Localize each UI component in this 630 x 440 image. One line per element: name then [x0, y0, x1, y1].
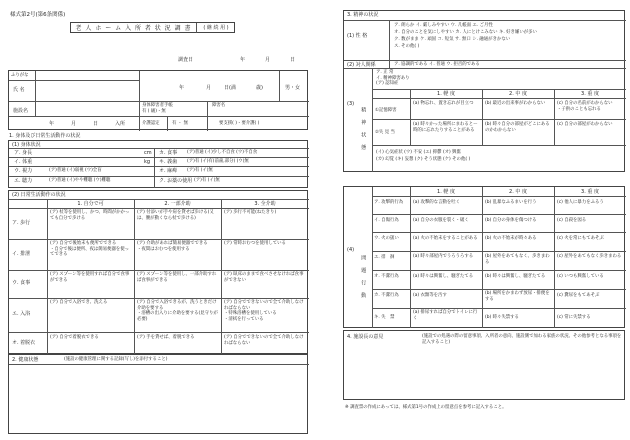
behavior-cell[interactable]: (c) 自殺を図る — [557, 218, 587, 223]
support-level[interactable]: 要支援( )・要介護( ) — [219, 121, 260, 126]
behavior-col-mild: 1. 軽 度 — [437, 189, 455, 195]
adl-row-label: イ. 排泄 — [12, 251, 31, 257]
teeth-label: キ. 義歯 — [159, 159, 178, 165]
right-page — [315, 0, 630, 440]
personality-label: (1) 性 格 — [347, 33, 368, 39]
behavior-cell[interactable]: (a) 衣類等を汚す — [413, 293, 447, 298]
behavior-cell[interactable]: (a) 火の不始末をすることがある — [413, 236, 478, 241]
adl-row-dressing — [9, 332, 309, 354]
sec3-title: 3. 精神の状況 — [347, 12, 379, 18]
behavior-row-label: オ. 不潔行為 — [374, 274, 399, 279]
behavior-side-label: 問 題 行 動 — [360, 255, 367, 301]
disability-name-label: 障害名 — [212, 103, 226, 108]
adl-cell[interactable]: (ア) スプーン等を使用し、一部介助すれば食事ができる — [137, 272, 217, 283]
title-box — [70, 22, 235, 33]
adl-cell[interactable]: (ア) 介助があれば簡易便器でできる ・夜間はおむつを使用する — [137, 241, 208, 252]
birth-day: 日(満 — [224, 85, 236, 91]
adl-cell[interactable]: (ア) 自分でできないので全て介助しなければならない ・特殊浴槽を使用している ・清拭を行っている — [224, 300, 304, 322]
birth-month: 月 — [206, 85, 212, 91]
basic-info — [8, 70, 308, 130]
behavior-row-label: カ. 不潔行為 — [374, 293, 399, 298]
adl-cell[interactable]: (ア) 杖等を使用し、かつ、時間がかかっても自分で歩ける — [50, 210, 130, 221]
behavior-row-label: エ. 徘 徊 — [374, 255, 395, 260]
mental-section — [343, 10, 625, 172]
adl-row-label: ア. 歩行 — [12, 220, 31, 226]
survey-date-label: 調査日 — [178, 57, 194, 63]
dementia-cell[interactable]: (b) 最近の出来事がわからない — [485, 101, 546, 106]
behavior-cell[interactable]: (b) 時々は興奮し、騒ぎたてる — [485, 274, 546, 279]
adl-row-walk — [9, 208, 309, 239]
adl-title: (2) 日常生活動作の状況 — [12, 192, 66, 198]
adl-cell[interactable]: (ア) 自分で着脱衣できる — [50, 335, 99, 340]
behavior-row-label: ウ. 火の扱い — [374, 236, 399, 241]
survey-day: 日 — [290, 57, 296, 63]
furigana-label: ふりがな — [11, 73, 29, 78]
admission-month: 月 — [71, 121, 77, 127]
adl-cell[interactable]: (ア) 自分で入浴でき、洗える — [50, 300, 108, 305]
care-cert-value[interactable]: 有 ・ 無 — [172, 121, 188, 126]
height-label: ア. 身長 — [14, 150, 33, 156]
mental-label: (3) — [347, 101, 355, 107]
behavior-cell[interactable]: (b) 時々失禁する — [485, 315, 519, 320]
behavior-cell[interactable]: (b) 屋外をあてもなく、歩きまわる — [485, 254, 550, 265]
behavior-row-label: イ. 自傷行為 — [374, 218, 399, 223]
body-status — [8, 140, 308, 188]
adl-cell[interactable]: (ア) 手を貸せば、着脱できる — [137, 335, 195, 340]
dementia-col-severe: 3. 重 度 — [581, 91, 599, 97]
height-unit: cm — [144, 150, 152, 156]
sec2-title: 2. 健康状態 — [12, 357, 39, 363]
dementia-cell[interactable]: (c) 自分の部屋がわからない — [557, 122, 613, 127]
behavior-cell[interactable]: (a) 自分の衣服を裂く・破く — [413, 218, 469, 223]
sex-field[interactable]: 男・女 — [285, 85, 301, 91]
adl-matrix — [8, 190, 308, 354]
sec4-title: 4. 施設長の意見 — [347, 334, 384, 340]
care-cert-label: 介護認定 — [142, 121, 160, 126]
medicine-options[interactable]: (ア)有 (イ)無 — [194, 178, 220, 183]
survey-year: 年 — [240, 57, 246, 63]
dementia-row-label: ①記憶障害 — [375, 108, 397, 113]
director-opinion — [343, 330, 625, 400]
behavior-row-label: キ. 失 禁 — [374, 315, 395, 320]
survey-month: 月 — [265, 57, 271, 63]
behavior-cell[interactable]: (c) 屋外をあてもなく歩きまわる — [557, 254, 622, 259]
adl-cell[interactable]: (ア) 常時おむつを使用している — [224, 241, 286, 246]
adl-cell[interactable]: (ア) 歩行不可能(ねたきり) — [224, 210, 277, 215]
adl-cell[interactable]: (ア) スプーン等を使用すれば自分で食事ができる — [50, 272, 130, 283]
personality-options[interactable]: ア. 朗らか イ. 厳しみやすい ウ. 几帳面 エ. ご月性 オ. 自分のことを気にしやすい カ. 人にとけこみない キ. 好き嫌いが多い ク. 数がまま ケ. 頑固 コ. 短気 サ. 無口 シ. 融通がきかない ス. その他( ) — [394, 23, 537, 50]
behavior-cell[interactable]: (b) 自分の身体を傷つける — [485, 218, 537, 223]
behavior-col-severe: 3. 重 度 — [581, 189, 599, 195]
sec4-note: (施設での処遇の際の留意事項、入所者の意向、施設側で加わる家族の状況、その他参考となる事項を記入すること) — [422, 334, 622, 345]
behavior-cell[interactable]: (a) 攻撃的な言動を吐く — [413, 200, 461, 205]
admission-year: 年 — [49, 121, 55, 127]
relations-label: (2) 対人関係 — [347, 62, 376, 68]
behavior-cell[interactable]: (c) 他人に暴力をふるう — [557, 200, 604, 205]
behavior-col-mid: 2. 中 度 — [509, 189, 527, 195]
form-number: 様式第2号(第6条関係) — [10, 12, 66, 18]
relations-options[interactable]: ア. 協調的である イ. 普通 ウ. 拒否的である — [394, 62, 480, 67]
adl-header-partial: 2. 一部介助 — [164, 201, 191, 207]
medicine-label: ク. お薬の使用 — [159, 178, 193, 184]
footnote: ※ 調査票の作成にあっては、様式第1号の作成上の留意点を参考に記入すること。 — [345, 405, 507, 410]
adl-cell[interactable]: (ア) 臥床のままで食べさせなければ食事ができない — [224, 272, 304, 283]
other-symptoms[interactable]: (イ) 心気症状 (ウ) 不安 (エ) 抑鬱 (オ) 興奮 (カ) 幻覚 (キ) 妄想 (ク) そう状態 (ケ) その他( ) — [376, 150, 471, 163]
adl-header-self: 1. 自分で可 — [77, 201, 104, 207]
behavior-cell[interactable]: (b) 乱暴なふるまいを行う — [485, 200, 537, 205]
birth-year: 年 — [179, 85, 185, 91]
behavior-cell[interactable]: (c) 常に失禁する — [557, 315, 591, 320]
facility-label: 施設名 — [13, 108, 29, 114]
behavior-cell[interactable]: (c) いつも興奮している — [557, 274, 604, 279]
behavior-row-label: ア. 攻撃的行為 — [374, 200, 404, 205]
adl-row-bathing — [9, 298, 309, 332]
dementia-cell[interactable]: (c) 自分の名前がわからない ・子供のことも忘れる — [557, 101, 613, 112]
handbook-label: 身体障害者手帳 — [142, 103, 173, 108]
dementia-row-label: ②失 見 当 — [375, 130, 395, 135]
birth-age: 歳) — [256, 85, 263, 91]
behavior-cell[interactable]: (a) 時々部屋内でうろうろする — [413, 254, 474, 259]
dementia-col-mid: 2. 中 度 — [509, 91, 527, 97]
eating-label: カ. 食事 — [159, 150, 178, 156]
adl-cell[interactable]: (ア) 自分でできないので全て介助しなければならない — [224, 335, 304, 346]
adl-row-label: ウ. 食事 — [12, 280, 31, 286]
vision-options[interactable]: (ア)普通 (イ)弱視 (ウ)全盲 — [49, 168, 102, 173]
adl-row-eating — [9, 270, 309, 298]
admission-label: 入所 — [115, 121, 126, 127]
behavior-cell[interactable]: (c) 火を常にもてあそぶ — [557, 236, 604, 241]
dementia-cell[interactable]: (a) 物忘れ、置き忘れが目立つ — [413, 101, 474, 106]
adl-header-full: 3. 全介助 — [254, 201, 276, 207]
behavior-cell[interactable]: (c) 糞尿をもてあそぶ — [557, 293, 600, 298]
health-section — [8, 354, 308, 434]
vision-label: ウ. 視力 — [14, 168, 33, 174]
name-label: 氏 名 — [13, 87, 25, 93]
adl-cell[interactable]: (ア) 付添いが手や肩を貸せば歩ける(又は、腰が動くなら杖で歩ける) — [137, 210, 214, 221]
behavior-section — [343, 186, 625, 328]
form-title: 老 人 ホ ー ム 入 所 者 状 況 調 書 — [75, 25, 192, 32]
eating-options[interactable]: (ア)普通 (イ)少し不自食 (ウ)不自食 — [187, 150, 258, 155]
dementia-cell[interactable]: (b) 時々自分の部屋がどこにあるのかわからない — [485, 122, 550, 133]
paralysis-options[interactable]: (ア)有 (イ)無 — [187, 168, 213, 173]
sec1-title: 1. 身体及び日常生活動作の状況 — [9, 133, 81, 139]
mental-side-label: 精 神 状 態 — [360, 107, 367, 153]
hearing-label: エ. 聴力 — [14, 178, 33, 184]
sec2-note: (施設の健康管理に関する記録(写し)を添付すること) — [64, 357, 168, 362]
hearing-options[interactable]: (ア)普通 (イ)やや難聴 (ウ)難聴 — [49, 178, 111, 183]
dementia-col-mild: 1. 軽 度 — [437, 91, 455, 97]
behavior-cell[interactable]: (a) 排尿すれば自分でトイレに行く — [413, 310, 478, 321]
mental-head[interactable]: ア. 正 常 イ. 精神障害あり (ア) 認知症 — [376, 70, 410, 86]
weight-label: イ. 体重 — [14, 159, 33, 165]
behavior-cell[interactable]: (b) 火の不始末が時々ある — [485, 236, 537, 241]
teeth-options[interactable]: (ア)有 (イ)有(前歯,部分) (ウ)無 — [187, 159, 249, 164]
adl-cell[interactable]: (ア) 自分で後始末も便所でできる ・自分で後は便所、夜は簡易便器を使ってできる — [50, 241, 130, 257]
handbook-value[interactable]: 有 ( 級)・無 — [142, 109, 166, 114]
behavior-cell[interactable]: (b) 場所をかまわず放尿・排便をする — [485, 291, 550, 302]
weight-unit: kg — [144, 159, 151, 165]
opinion-input-area[interactable] — [344, 347, 624, 399]
adl-row-excretion — [9, 239, 309, 270]
dementia-cell[interactable]: (a) 時々かった場所にまわるとー時的に忘れたりすることがある — [413, 122, 478, 133]
admission-day: 日 — [93, 121, 99, 127]
behavior-label: (4) — [347, 247, 355, 253]
adl-row-label: オ. 着脱衣 — [12, 340, 36, 346]
behavior-cell[interactable]: (a) 時々は興奮し、騒ぎたてる — [413, 274, 474, 279]
adl-cell[interactable]: (ア) 自分で入浴できるが、洗うときだけ介助を要する ・浴槽の出入りに介助を要する(見守りが必要) — [137, 300, 218, 322]
adl-row-label: エ. 入浴 — [12, 311, 31, 317]
paralysis-label: オ. 麻痺 — [159, 168, 178, 174]
form-purpose: ( 継 続 用 ) — [203, 25, 229, 31]
body-status-title: (1) 身体状況 — [12, 142, 41, 148]
